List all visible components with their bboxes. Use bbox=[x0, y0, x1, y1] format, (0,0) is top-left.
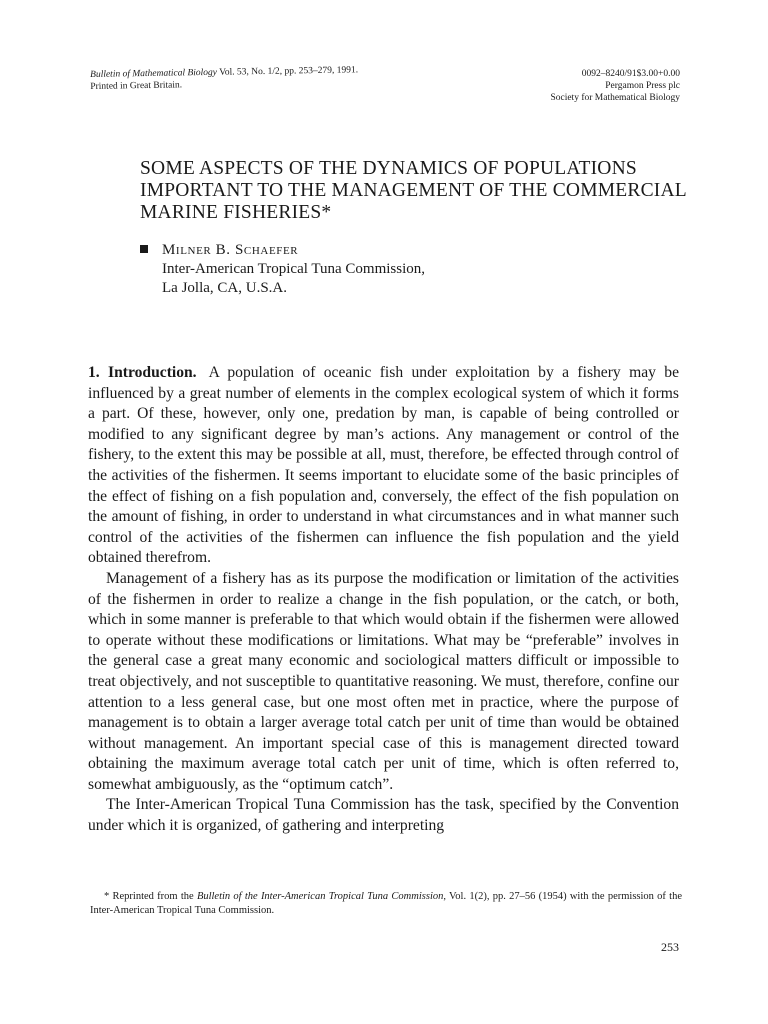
section-heading: 1. Introduction. bbox=[88, 364, 197, 381]
running-header-publisher bbox=[550, 68, 680, 104]
running-header-citation bbox=[90, 64, 358, 93]
author-bullet-icon bbox=[140, 245, 148, 253]
paragraph: Management of a fishery has as its purpose the modification or limitation of the activities of the fishermen in order to realize a change in the fish population, or the catch, or both, which in some manner is preferable to that which would obtain if the fishermen were allowed to operate without these modifications or limitations. What may be “preferable” involves in the general case a great many economic and sociological matters difficult or impossible to treat objectively, and not susceptible to quantitative reasoning. We must, therefore, confine our attention to a less general case, but one most often met in practice, where the purpose of management is to obtain a larger average total catch per unit of time than would be obtained without management. An important special case of this is management directed toward obtaining the maximum average total catch per unit of time, which is often referred to, somewhat ambiguously, as the “optimum catch”. bbox=[88, 569, 679, 793]
issn-code: 0092–8240/91$3.00+0.00 bbox=[581, 69, 680, 79]
publisher-name: Pergamon Press plc bbox=[605, 81, 680, 91]
article-body bbox=[88, 363, 679, 837]
author-affiliation: Inter-American Tropical Tuna Commission, bbox=[162, 261, 426, 277]
footnote: * Reprinted from the Bulletin of the Inter-American Tropical Tuna Commission, Vol. 1(2), pp. 27–56 (1954) with the permission of the Inter-American Tropical Tuna Commission. bbox=[90, 891, 682, 916]
author-location: La Jolla, CA, U.S.A. bbox=[162, 280, 287, 296]
journal-name: Bulletin of Mathematical Biology bbox=[90, 67, 218, 80]
author-name: Milner B. Schaefer bbox=[162, 242, 299, 258]
society-name: Society for Mathematical Biology bbox=[550, 93, 680, 103]
page-number: 253 bbox=[661, 940, 679, 954]
printed-line: Printed in Great Britain. bbox=[90, 80, 183, 92]
footnote-source: Bulletin of the Inter-American Tropical Tuna Commission bbox=[196, 891, 444, 902]
author-block bbox=[140, 241, 425, 298]
paragraph: The Inter-American Tropical Tuna Commission has the task, specified by the Convention under which it is organized, of gathering and interpreting bbox=[88, 796, 679, 835]
paragraph: 1. Introduction. A population of oceanic fish under exploitation by a fishery may be influenced by a great number of elements in the complex ecological system of which it forms a part. Of these, however, only one, predation by man, is capable of being controlled or modified to any significant degree by man’s actions. Any management or control of the fishery, to the extent this may be possible at all, must, therefore, be effected through control of the activities of the fishermen. It seems important to elucidate some of the basic principles of the effect of fishing on a fish population and, conversely, the effect of the fish population on the amount of fishing, in order to understand in what circumstances and in what manner such control of the activities of the fishermen can influence the fish population and the yield obtained therefrom. bbox=[88, 364, 680, 567]
article-title: SOME ASPECTS OF THE DYNAMICS OF POPULATIONS IMPORTANT TO THE MANAGEMENT OF THE COMMERCIAL MARINE FISHERIES* bbox=[140, 158, 687, 223]
citation-details: Vol. 53, No. 1/2, pp. 253–279, 1991. bbox=[219, 65, 359, 78]
